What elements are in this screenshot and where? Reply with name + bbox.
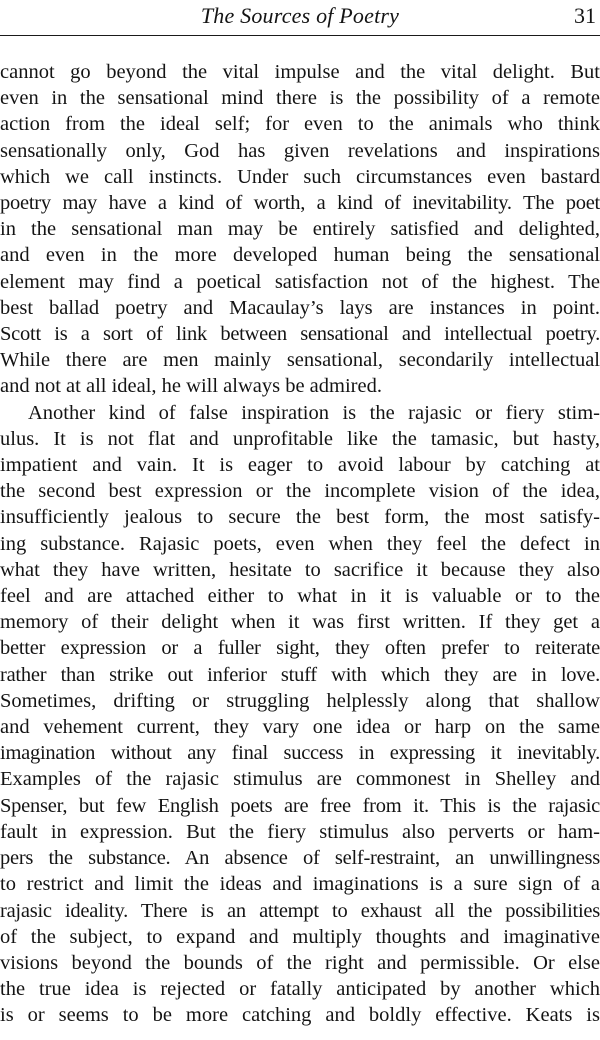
text-line: which we call instincts. Under such circumstances even bastard — [0, 165, 600, 188]
text-line: what they have written, hesitate to sacrifice it because they also — [0, 558, 600, 581]
text-line: feel and are attached either to what in it is valuable or to the — [0, 585, 600, 608]
text-line: Another kind of false inspiration is the rajasic or fiery stim- — [28, 401, 600, 424]
text-line: of the subject, to expand and multiply thoughts and imaginative — [0, 925, 600, 948]
text-line: and even in the more developed human being the sensational — [0, 244, 600, 267]
text-line: and vehement current, they vary one idea or harp on the same — [0, 716, 600, 739]
text-line: visions beyond the bounds of the right and permissible. Or else — [0, 951, 600, 974]
text-line: ing substance. Rajasic poets, even when they feel the defect in — [0, 532, 600, 555]
text-line: Examples of the rajasic stimulus are commonest in Shelley and — [0, 768, 600, 791]
text-line: While there are men mainly sensational, secondarily intellectual — [0, 349, 600, 372]
text-line: to restrict and limit the ideas and imaginations is a sure sign of a — [0, 873, 600, 896]
text-line: even in the sensational mind there is the possibility of a remote — [0, 87, 600, 110]
text-line: Spenser, but few English poets are free from it. This is the rajasic — [0, 794, 600, 817]
text-line: the second best expression or the incomplete vision of the idea, — [0, 480, 600, 503]
running-head — [0, 0, 600, 40]
text-line: and not at all ideal, he will always be admired. — [0, 375, 382, 398]
text-line: Scott is a sort of link between sensational and intellectual poetry. — [0, 323, 600, 346]
text-line: fault in expression. But the fiery stimulus also perverts or ham- — [0, 820, 600, 843]
text-line: poetry may have a kind of worth, a kind of inevitability. The poet — [0, 192, 600, 215]
text-line: cannot go beyond the vital impulse and the vital delight. But — [0, 61, 600, 83]
text-line: memory of their delight when it was first written. If they get a — [0, 611, 600, 634]
text-line: impatient and vain. It is eager to avoid labour by catching at — [0, 454, 600, 477]
text-line: best ballad poetry and Macaulay’s lays are instances in point. — [0, 296, 600, 319]
text-line: better expression or a fuller sight, they often prefer to reiterate — [0, 637, 600, 660]
header-rule — [0, 35, 600, 36]
text-line: action from the ideal self; for even to the animals who think — [0, 113, 600, 136]
paragraph-2 — [0, 400, 600, 1029]
text-line: rather than strike out inferior stuff with which they are in love. — [0, 663, 600, 686]
text-line: element may find a poetical satisfaction not of the highest. The — [0, 270, 600, 293]
text-line: is or seems to be more catching and boldly effective. Keats is — [0, 1004, 600, 1027]
text-line: Sometimes, drifting or struggling helplessly along that shallow — [0, 689, 600, 712]
text-line: imagination without any final success in expressing it inevitably. — [0, 742, 600, 765]
running-title: The Sources of Poetry — [200, 3, 400, 28]
text-line: rajasic ideality. There is an attempt to exhaust all the possibilities — [0, 899, 600, 922]
paragraph-1 — [0, 59, 600, 400]
text-line: the true idea is rejected or fatally anticipated by another which — [0, 978, 600, 1001]
page-number: 31 — [574, 3, 596, 28]
text-line: sensationally only, God has given revelations and inspirations — [0, 139, 600, 162]
text-line: pers the substance. An absence of self-restraint, an unwillingness — [0, 847, 600, 870]
text-line: ulus. It is not flat and unprofitable like the tamasic, but hasty, — [0, 427, 600, 450]
text-line: insufficiently jealous to secure the best form, the most satisfy- — [0, 506, 600, 529]
body-text — [0, 59, 600, 1029]
text-line: in the sensational man may be entirely satisfied and delighted, — [0, 218, 600, 241]
